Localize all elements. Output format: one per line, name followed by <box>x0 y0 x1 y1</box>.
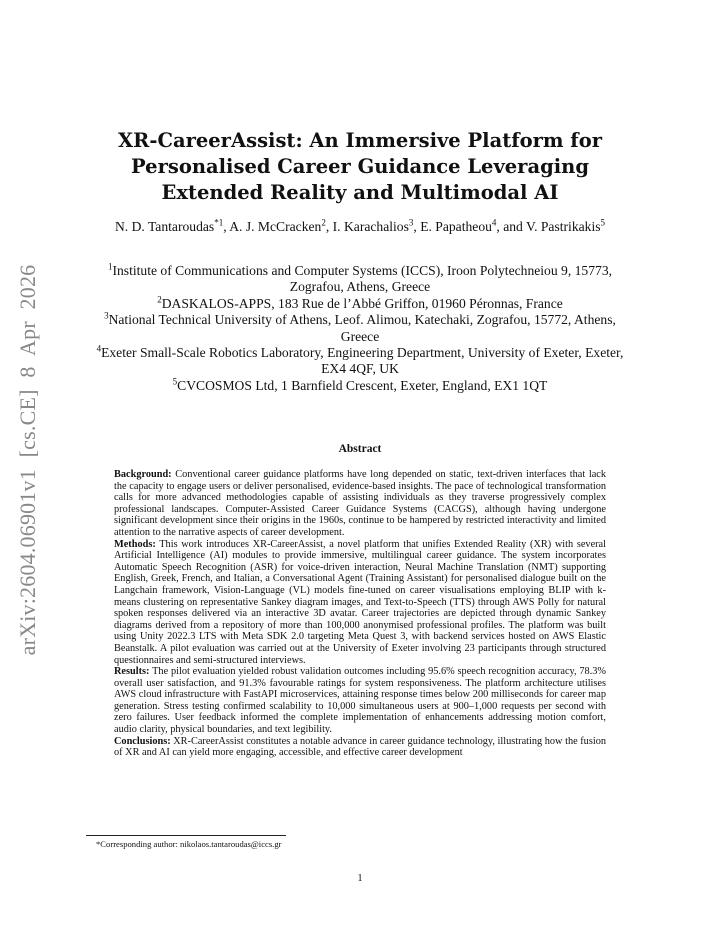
affiliation-text: National Technical University of Athens, Leof. Alimou, Katechaki, Zografou, 15772, Athens, Greece <box>108 312 616 344</box>
author-name: , E. Papatheou <box>413 219 492 234</box>
affiliation-text: Exeter Small-Scale Robotics Laboratory, Engineering Department, University of Exeter, Exeter, EX4 4QF, UK <box>101 345 624 377</box>
arxiv-identifier-sidebar <box>10 180 46 740</box>
affiliation-sup: 1 <box>107 261 113 272</box>
affiliation <box>86 345 634 378</box>
author-name: , and V. Pastrikakis <box>496 219 601 234</box>
footnote-divider <box>86 835 286 836</box>
section-label: Methods: <box>114 538 156 550</box>
abstract-heading: Abstract <box>338 443 382 455</box>
abstract-conclusions <box>114 736 606 759</box>
author-sup: *1 <box>214 217 224 228</box>
affiliation-sup: 4 <box>96 343 102 354</box>
affiliation-sup: 5 <box>172 376 178 387</box>
affiliation <box>86 263 634 296</box>
affiliation <box>86 312 634 345</box>
author-sup: 4 <box>491 217 497 228</box>
section-text: The pilot evaluation yielded robust validation outcomes including 95.6% speech recognition accuracy, 78.3% overall user satisfaction, and 91.3% favourable ratings for system responsiveness. The platform architecture utilises AWS cloud infrastructure with FastAPI microservices, attaining response times below 200 milliseconds for career map generation. Stress testing confirmed scalability to 10,000 simultaneous users at 900–1,000 requests per second with zero failures. User feedback informed the complete implementation of enhancements addressing motion comfort, audio clarity, physical boundaries, and text legibility. <box>114 666 607 736</box>
affiliation-text: CVCOSMOS Ltd, 1 Barnfield Crescent, Exeter, England, EX1 1QT <box>177 377 548 393</box>
author-sup: 2 <box>321 217 326 228</box>
abstract-results <box>114 666 606 736</box>
author-name: , A. J. McCracken <box>223 219 322 234</box>
paper-title: XR-CareerAssist: An Immersive Platform for Personalised Career Guidance Leveraging Extended Reality and Multimodal AI <box>118 129 602 204</box>
abstract-background <box>114 469 606 539</box>
section-label: Results: <box>114 666 150 678</box>
affiliation-sup: 2 <box>157 294 162 305</box>
author-sup: 3 <box>408 217 414 228</box>
author-sup: 5 <box>600 217 606 228</box>
section-text: Conventional career guidance platforms have long depended on static, text-driven interfaces that lack the capacity to engage users or deliver personalised, evidence-based insights. The pace of technological transformation calls for more advanced methodologies capable of assisting individuals as they traverse progressively complex professional landscapes. Computer-Assisted Career Guidance Systems (CACGS), although having undergone significant development since their origins in the 1960s, continue to be hampered by restricted interactivity and limited attention to the narrative aspects of career development. <box>114 469 607 538</box>
affiliation-sup: 3 <box>104 310 109 321</box>
abstract-body <box>114 469 606 759</box>
corresponding-author-footnote: *Corresponding author: nikolaos.tantaroudas@iccs.gr <box>96 839 282 849</box>
affiliation <box>86 378 634 394</box>
author-name: N. D. Tantaroudas <box>114 219 215 234</box>
arxiv-identifier: arXiv:2604.06901v1 [cs.CE] 8 Apr 2026 <box>15 264 40 656</box>
author-list <box>110 218 610 235</box>
affiliation-text: DASKALOS-APPS, 183 Rue de l’Abbé Griffon, 01960 Péronnas, France <box>161 295 563 311</box>
section-text: XR-CareerAssist constitutes a notable advance in career guidance technology, illustrating how the fusion of XR and AI can yield more engaging, accessible, and effective career development <box>114 735 606 759</box>
section-label: Conclusions: <box>114 735 171 747</box>
affiliation-list <box>86 263 634 394</box>
author-name: , I. Karachalios <box>325 219 409 234</box>
section-text: This work introduces XR-CareerAssist, a novel platform that unifies Extended Reality (XR) with several Artificial Intelligence (AI) modules to provide immersive, multilingual career guidance. The system incorporates Automatic Speech Recognition (ASR) for voice-driven interaction, Neural Machine Translation (NMT) supporting English, Greek, French, and Italian, a Conversational Agent (Training Assistant) for personalised dialogue built on the Langchain framework, Vision-Language (VL) models fine-tuned on career visualisations employing BLIP with k-means clustering on representative Sankey diagram images, and Text-to-Speech (TTS) through AWS Polly for natural spoken responses delivered via an interactive 3D avatar. Career trajectories are depicted through dynamic Sankey diagrams derived from a repository of more than 100,000 anonymised professional profiles. The platform was built using Unity 2022.3 LTS with Meta SDK 2.0 targeting Meta Quest 3, with backend services hosted on AWS Elastic Beanstalk. A pilot evaluation was carried out at the University of Exeter involving 23 participants through structured questionnaires and semi-structured interviews. <box>114 538 606 666</box>
section-label: Background: <box>114 469 172 480</box>
affiliation <box>86 296 634 312</box>
page-number: 1 <box>357 873 363 884</box>
affiliation-text: Institute of Communications and Computer Systems (ICCS), Iroon Polytechneiou 9, 15773, Zografou, Athens, Greece <box>112 263 613 295</box>
abstract-methods <box>114 539 606 667</box>
